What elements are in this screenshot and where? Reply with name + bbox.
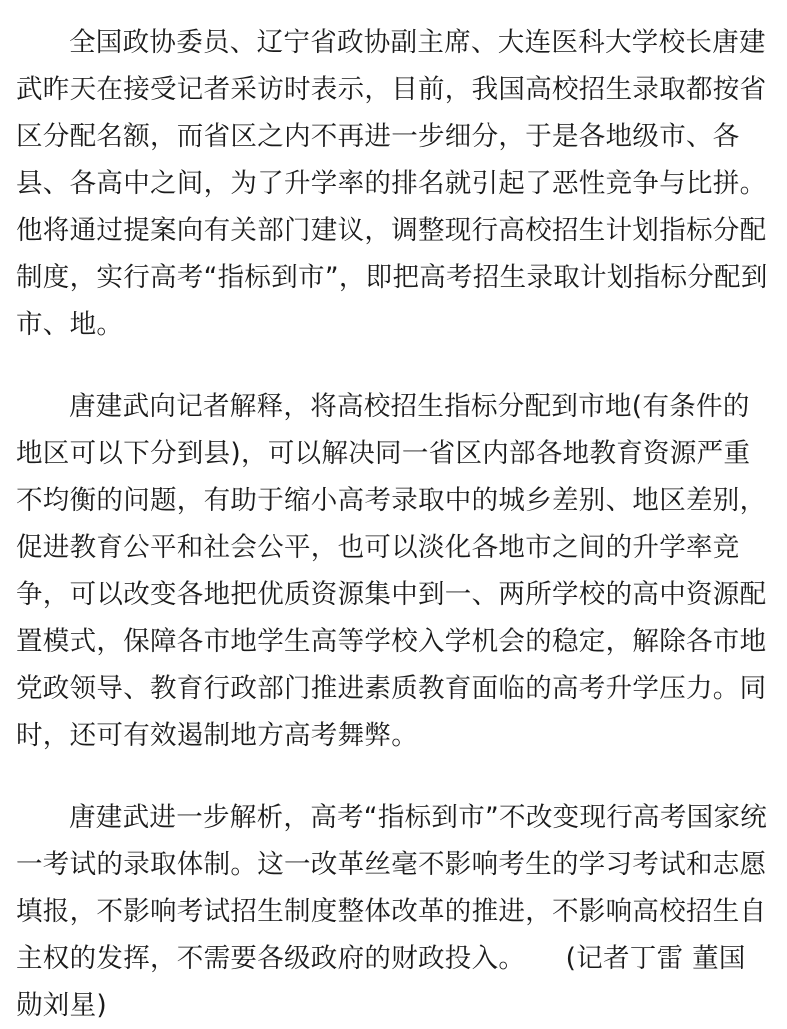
paragraph-text: 全国政协委员、辽宁省政协副主席、大连医科大学校长唐建武昨天在接受记者采访时表示，目前，我国高校招生录取都按省区分配名额，而省区之内不再进一步细分，于是各地级市、各县、各高中之间，为了升学率的排名就引起了恶性竞争与比拼。他将通过提案向有关部门建议，调整现行高校招生计划指标分配制度，实行高考“指标到市”，即把高考招生录取计划指标分配到市、地。 bbox=[16, 27, 768, 340]
paragraph-text: 唐建武进一步解析，高考“指标到市”不改变现行高考国家统一考试的录取体制。这一改革丝毫不影响考生的学习考试和志愿填报，不影响考试招生制度整体改革的推进，不影响高校招生自主权的发挥，不需要各级政府的财政投入。 bbox=[16, 802, 768, 974]
reporter-byline: (记者丁雷 董国勋刘星) bbox=[16, 943, 746, 1021]
article-paragraph-1 bbox=[16, 19, 771, 348]
article-paragraph-3 bbox=[16, 794, 771, 1029]
byline-spacer bbox=[525, 943, 565, 974]
paragraph-text: 唐建武向记者解释，将高校招生指标分配到市地(有条件的地区可以下分到县)，可以解决同一省区内部各地教育资源严重不均衡的问题，有助于缩小高考录取中的城乡差别、地区差别，促进教育公平和社会公平，也可以淡化各地市之间的升学率竞争，可以改变各地把优质资源集中到一、两所学校的高中资源配置模式，保障各市地学生高等学校入学机会的稳定，解除各市地党政领导、教育行政部门推进素质教育面临的高考升学压力。同时，还可有效遏制地方高考舞弊。 bbox=[16, 391, 767, 751]
article-paragraph-2 bbox=[16, 383, 771, 759]
